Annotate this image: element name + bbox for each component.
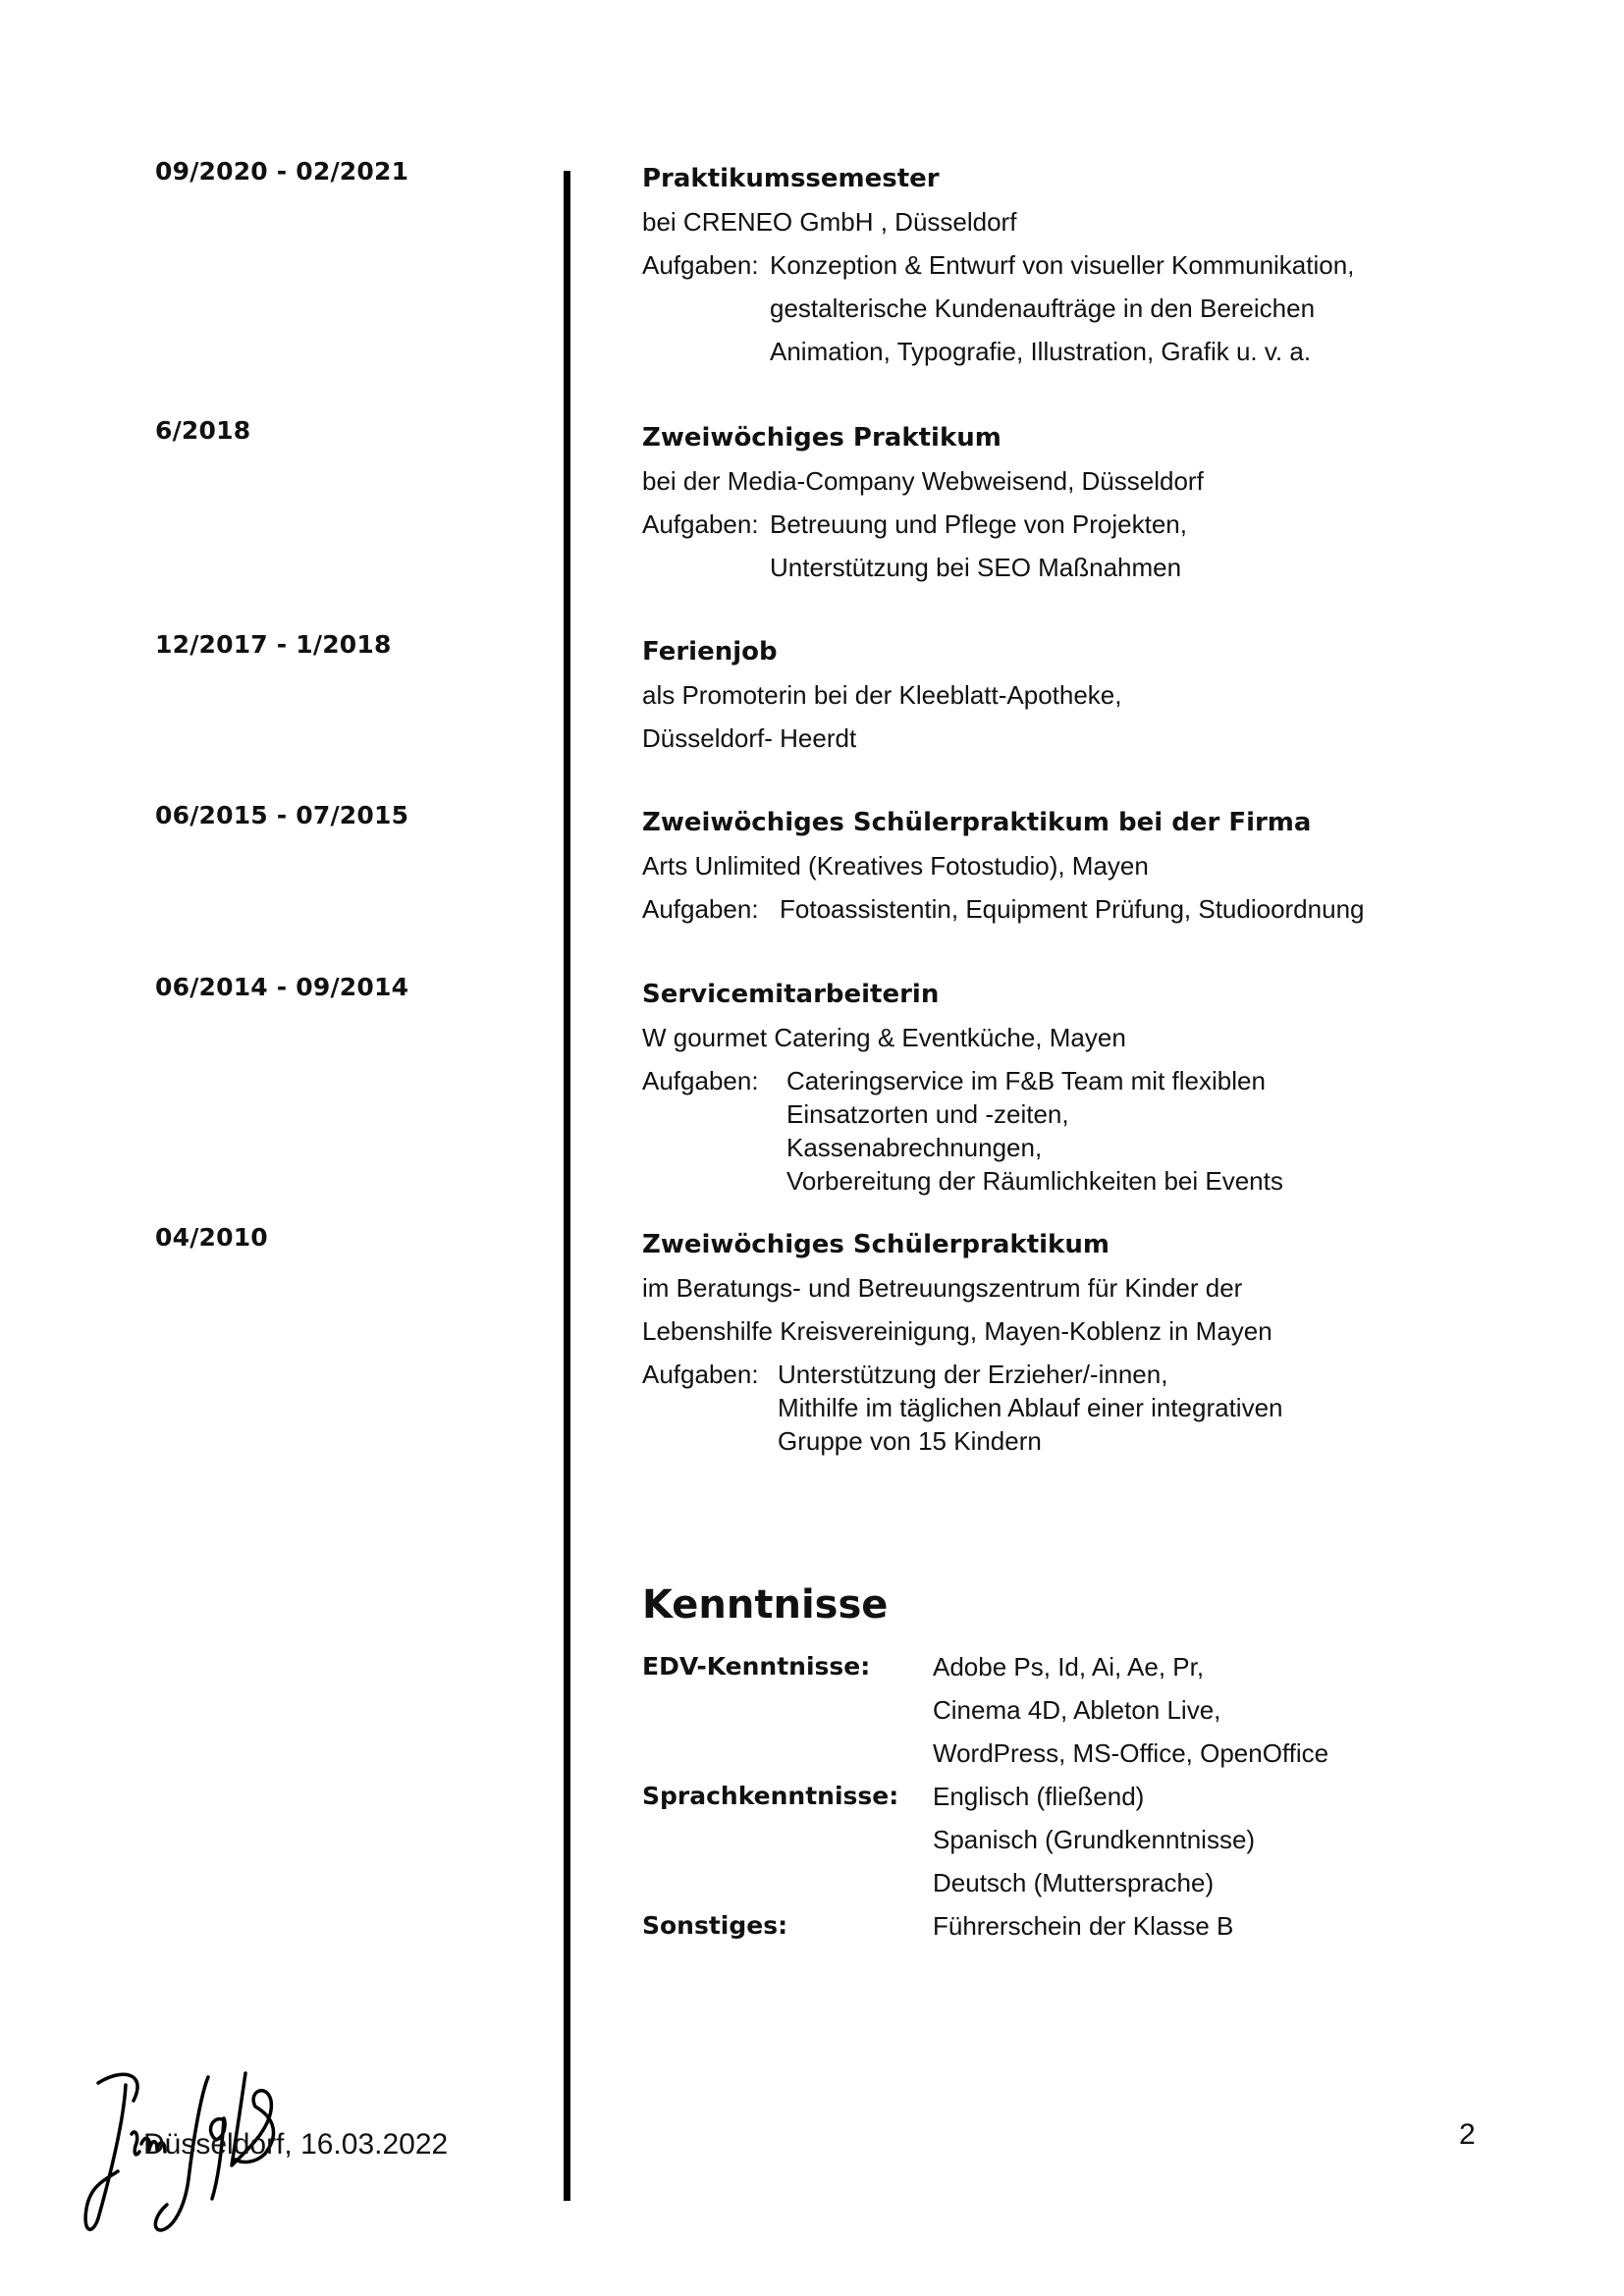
skill-value: WordPress, MS-Office, OpenOffice xyxy=(933,1738,1329,1768)
entry xyxy=(642,164,1526,373)
place-date: Düsseldorf, 16.03.2022 xyxy=(143,2128,449,2161)
tasks-label: Aufgaben: xyxy=(642,250,759,280)
skill-label: EDV-Kenntnisse: xyxy=(642,1652,871,1681)
entry-line: W gourmet Catering & Eventküche, Mayen xyxy=(642,1023,1126,1052)
entry xyxy=(642,980,1526,1198)
entry-date: 12/2017 - 1/2018 xyxy=(155,630,392,659)
task-item: Konzeption & Entwurf von visueller Kommunikation, xyxy=(770,250,1355,280)
skill-value: Cinema 4D, Ableton Live, xyxy=(933,1695,1221,1725)
skill-label: Sonstiges: xyxy=(642,1911,788,1940)
page-number: 2 xyxy=(1459,2118,1476,2151)
entry-line: Lebenshilfe Kreisvereinigung, Mayen-Koblenz in Mayen xyxy=(642,1316,1272,1346)
timeline-divider xyxy=(564,171,570,2201)
entry-line: bei der Media-Company Webweisend, Düsseldorf xyxy=(642,466,1204,496)
entry-tasks xyxy=(642,503,1526,589)
entry-title: Zweiwöchiges Schülerpraktikum xyxy=(642,1230,1110,1259)
skill-value: Adobe Ps, Id, Ai, Ae, Pr, xyxy=(933,1652,1205,1682)
skill-value: Spanisch (Grundkenntnisse) xyxy=(933,1825,1256,1854)
tasks-label: Aufgaben: xyxy=(642,1360,759,1389)
entry-date: 09/2020 - 02/2021 xyxy=(155,157,409,186)
entry-date: 06/2015 - 07/2015 xyxy=(155,801,409,829)
task-item: Unterstützung der Erzieher/-innen, xyxy=(778,1360,1168,1389)
entry-title: Ferienjob xyxy=(642,637,778,667)
entry xyxy=(642,637,1526,760)
task-item: Gruppe von 15 Kindern xyxy=(778,1426,1042,1456)
entry-date: 6/2018 xyxy=(155,416,251,445)
tasks-label: Aufgaben: xyxy=(642,894,759,924)
task-item: gestalterische Kundenaufträge in den Bereichen xyxy=(770,294,1316,323)
task-item: Mithilfe im täglichen Ablauf einer integrativen xyxy=(778,1393,1283,1422)
task-item: Cateringservice im F&B Team mit flexiblen xyxy=(786,1066,1266,1095)
entry-tasks xyxy=(642,1358,1526,1458)
skill-label: Sprachkenntnisse: xyxy=(642,1782,899,1810)
entry-tasks xyxy=(642,1064,1526,1198)
entry-title: Zweiwöchiges Praktikum xyxy=(642,423,1001,453)
tasks-label: Aufgaben: xyxy=(642,509,759,539)
entry-date: 04/2010 xyxy=(155,1223,268,1252)
tasks-label: Aufgaben: xyxy=(642,1066,759,1095)
task-item: Einsatzorten und -zeiten, xyxy=(786,1099,1069,1129)
skill-row xyxy=(642,1775,1328,1904)
entry-title: Zweiwöchiges Schülerpraktikum bei der Firma xyxy=(642,808,1312,837)
entry-line: bei CRENEO GmbH , Düsseldorf xyxy=(642,207,1017,237)
task-item: Kassenabrechnungen, xyxy=(786,1133,1043,1162)
entry xyxy=(642,1230,1526,1458)
task-item: Animation, Typografie, Illustration, Grafik u. v. a. xyxy=(770,337,1312,366)
entry-line: als Promoterin bei der Kleeblatt-Apotheke, xyxy=(642,680,1122,710)
entry-tasks xyxy=(642,243,1526,373)
task-item: Betreuung und Pflege von Projekten, xyxy=(770,509,1187,539)
task-item: Fotoassistentin, Equipment Prüfung, Studioordnung xyxy=(780,894,1365,924)
skill-value: Deutsch (Muttersprache) xyxy=(933,1868,1215,1897)
skill-value: Führerschein der Klasse B xyxy=(933,1911,1234,1941)
entry-title: Servicemitarbeiterin xyxy=(642,980,940,1009)
entry-tasks xyxy=(642,887,1526,931)
entry-line: Düsseldorf- Heerdt xyxy=(642,723,857,753)
skill-row xyxy=(642,1904,1328,1948)
entry-date: 06/2014 - 09/2014 xyxy=(155,973,409,1001)
skill-value: Englisch (fließend) xyxy=(933,1782,1145,1811)
task-item: Unterstützung bei SEO Maßnahmen xyxy=(770,553,1182,582)
section-title: Kenntnisse xyxy=(642,1582,889,1628)
entry-title: Praktikumssemester xyxy=(642,164,940,193)
entry-line: im Beratungs- und Betreuungszentrum für Kinder der xyxy=(642,1273,1243,1303)
entry xyxy=(642,423,1526,589)
task-item: Vorbereitung der Räumlichkeiten bei Events xyxy=(786,1166,1283,1196)
entry-line: Arts Unlimited (Kreatives Fotostudio), Mayen xyxy=(642,851,1149,881)
entry xyxy=(642,808,1526,931)
skill-row xyxy=(642,1645,1328,1775)
skills-list xyxy=(642,1645,1328,1948)
